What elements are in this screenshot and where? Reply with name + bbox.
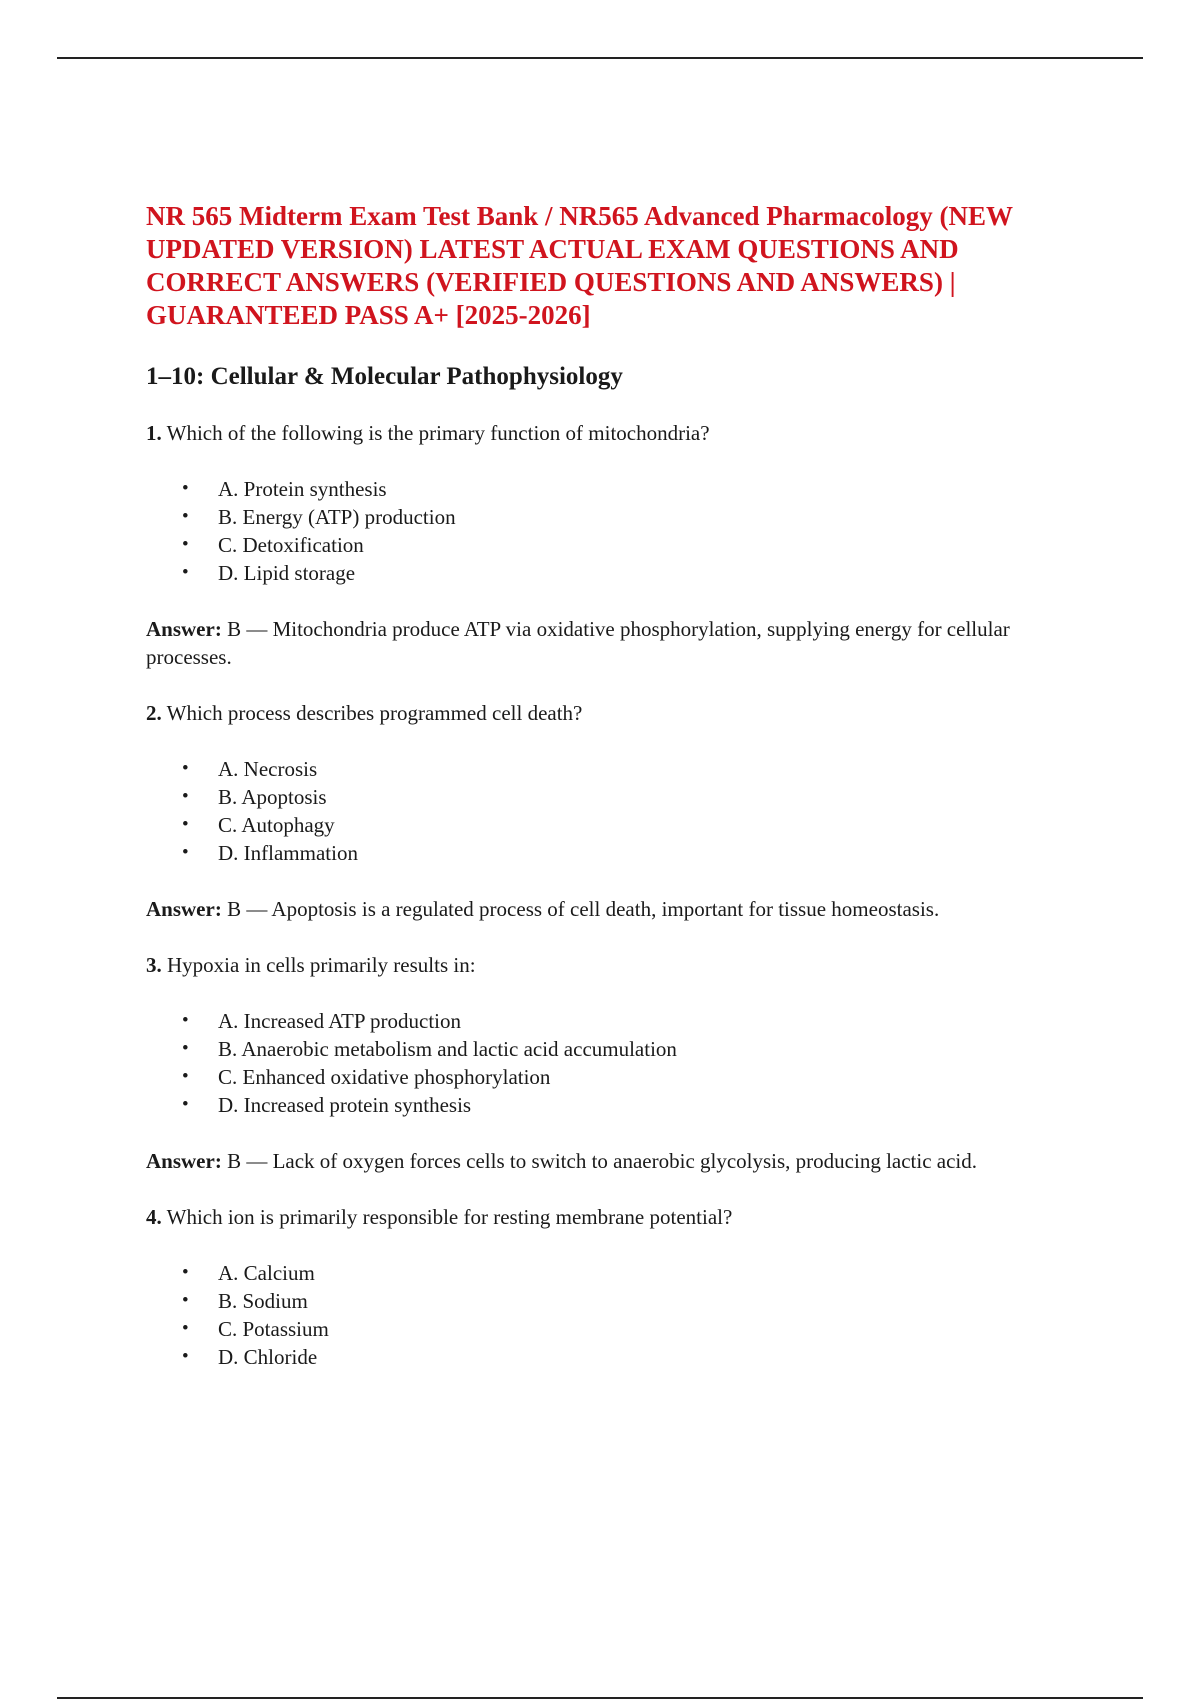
top-rule	[57, 57, 1143, 59]
answer-label: Answer:	[146, 617, 222, 641]
question-number: 2.	[146, 701, 162, 725]
option-label: D. Increased protein synthesis	[218, 1093, 472, 1117]
question-stem: Which process describes programmed cell death?	[161, 701, 583, 725]
option-label: B. Energy (ATP) production	[218, 505, 456, 529]
option-label: C. Detoxification	[218, 533, 364, 557]
question-text	[146, 951, 1086, 979]
option-item	[146, 811, 1086, 839]
document-body	[146, 200, 1086, 1399]
question-text	[146, 419, 1086, 447]
answer-explanation: B — Lack of oxygen forces cells to switch to anaerobic glycolysis, producing lactic acid.	[221, 1149, 978, 1173]
section-heading: 1–10: Cellular & Molecular Pathophysiology	[146, 363, 623, 390]
question-number: 1.	[146, 421, 162, 445]
option-item	[146, 503, 1086, 531]
answer-label: Answer:	[146, 897, 222, 921]
option-item	[146, 1287, 1086, 1315]
option-label: B. Anaerobic metabolism and lactic acid accumulation	[218, 1037, 677, 1061]
option-label: D. Lipid storage	[218, 561, 356, 585]
option-item	[146, 1259, 1086, 1287]
bottom-rule	[57, 1697, 1143, 1699]
question-block	[146, 951, 1086, 1175]
bullet-icon: •	[182, 1318, 189, 1339]
option-label: C. Autophagy	[218, 813, 335, 837]
bullet-icon: •	[182, 842, 189, 863]
option-item	[146, 1007, 1086, 1035]
question-number: 3.	[146, 953, 162, 977]
answer-explanation: B — Apoptosis is a regulated process of cell death, important for tissue homeostasis.	[221, 897, 940, 921]
bullet-icon: •	[182, 1346, 189, 1367]
bullet-icon: •	[182, 1290, 189, 1311]
document-title: NR 565 Midterm Exam Test Bank / NR565 Advanced Pharmacology (NEW UPDATED VERSION) LATEST ACTUAL EXAM QUESTIONS AND CORRECT ANSWERS (VERIFIED QUESTIONS AND ANSWERS) | GUARANTEED PASS A+ [2025-2026]	[146, 201, 1013, 330]
option-label: C. Potassium	[218, 1317, 329, 1341]
option-label: A. Necrosis	[218, 757, 318, 781]
question-block	[146, 699, 1086, 923]
bullet-icon: •	[182, 758, 189, 779]
bullet-icon: •	[182, 1038, 189, 1059]
option-item	[146, 531, 1086, 559]
bullet-icon: •	[182, 1010, 189, 1031]
bullet-icon: •	[182, 1094, 189, 1115]
question-number: 4.	[146, 1205, 162, 1229]
option-list	[146, 1007, 1086, 1119]
question-block	[146, 1203, 1086, 1371]
option-item	[146, 839, 1086, 867]
question-stem: Which ion is primarily responsible for resting membrane potential?	[161, 1205, 733, 1229]
option-item	[146, 1343, 1086, 1371]
option-label: B. Apoptosis	[218, 785, 327, 809]
option-list	[146, 475, 1086, 587]
option-list	[146, 755, 1086, 867]
option-label: C. Enhanced oxidative phosphorylation	[218, 1065, 551, 1089]
question-text	[146, 1203, 1086, 1231]
option-label: A. Protein synthesis	[218, 477, 387, 501]
answer-text	[146, 895, 1086, 923]
bullet-icon: •	[182, 506, 189, 527]
option-item	[146, 1091, 1086, 1119]
answer-text	[146, 615, 1086, 671]
option-item	[146, 1035, 1086, 1063]
question-stem: Hypoxia in cells primarily results in:	[161, 953, 476, 977]
bullet-icon: •	[182, 562, 189, 583]
bullet-icon: •	[182, 1066, 189, 1087]
question-block	[146, 419, 1086, 671]
option-label: A. Increased ATP production	[218, 1009, 461, 1033]
option-label: B. Sodium	[218, 1289, 308, 1313]
option-item	[146, 783, 1086, 811]
bullet-icon: •	[182, 478, 189, 499]
option-item	[146, 475, 1086, 503]
question-stem: Which of the following is the primary function of mitochondria?	[161, 421, 710, 445]
option-item	[146, 559, 1086, 587]
bullet-icon: •	[182, 814, 189, 835]
bullet-icon: •	[182, 534, 189, 555]
answer-text	[146, 1147, 1086, 1175]
option-label: A. Calcium	[218, 1261, 315, 1285]
bullet-icon: •	[182, 1262, 189, 1283]
option-label: D. Inflammation	[218, 841, 358, 865]
option-item	[146, 1315, 1086, 1343]
option-list	[146, 1259, 1086, 1371]
answer-label: Answer:	[146, 1149, 222, 1173]
bullet-icon: •	[182, 786, 189, 807]
option-item	[146, 1063, 1086, 1091]
option-item	[146, 755, 1086, 783]
option-label: D. Chloride	[218, 1345, 318, 1369]
answer-explanation: B — Mitochondria produce ATP via oxidative phosphorylation, supplying energy for cellular processes.	[146, 617, 1010, 669]
question-text	[146, 699, 1086, 727]
